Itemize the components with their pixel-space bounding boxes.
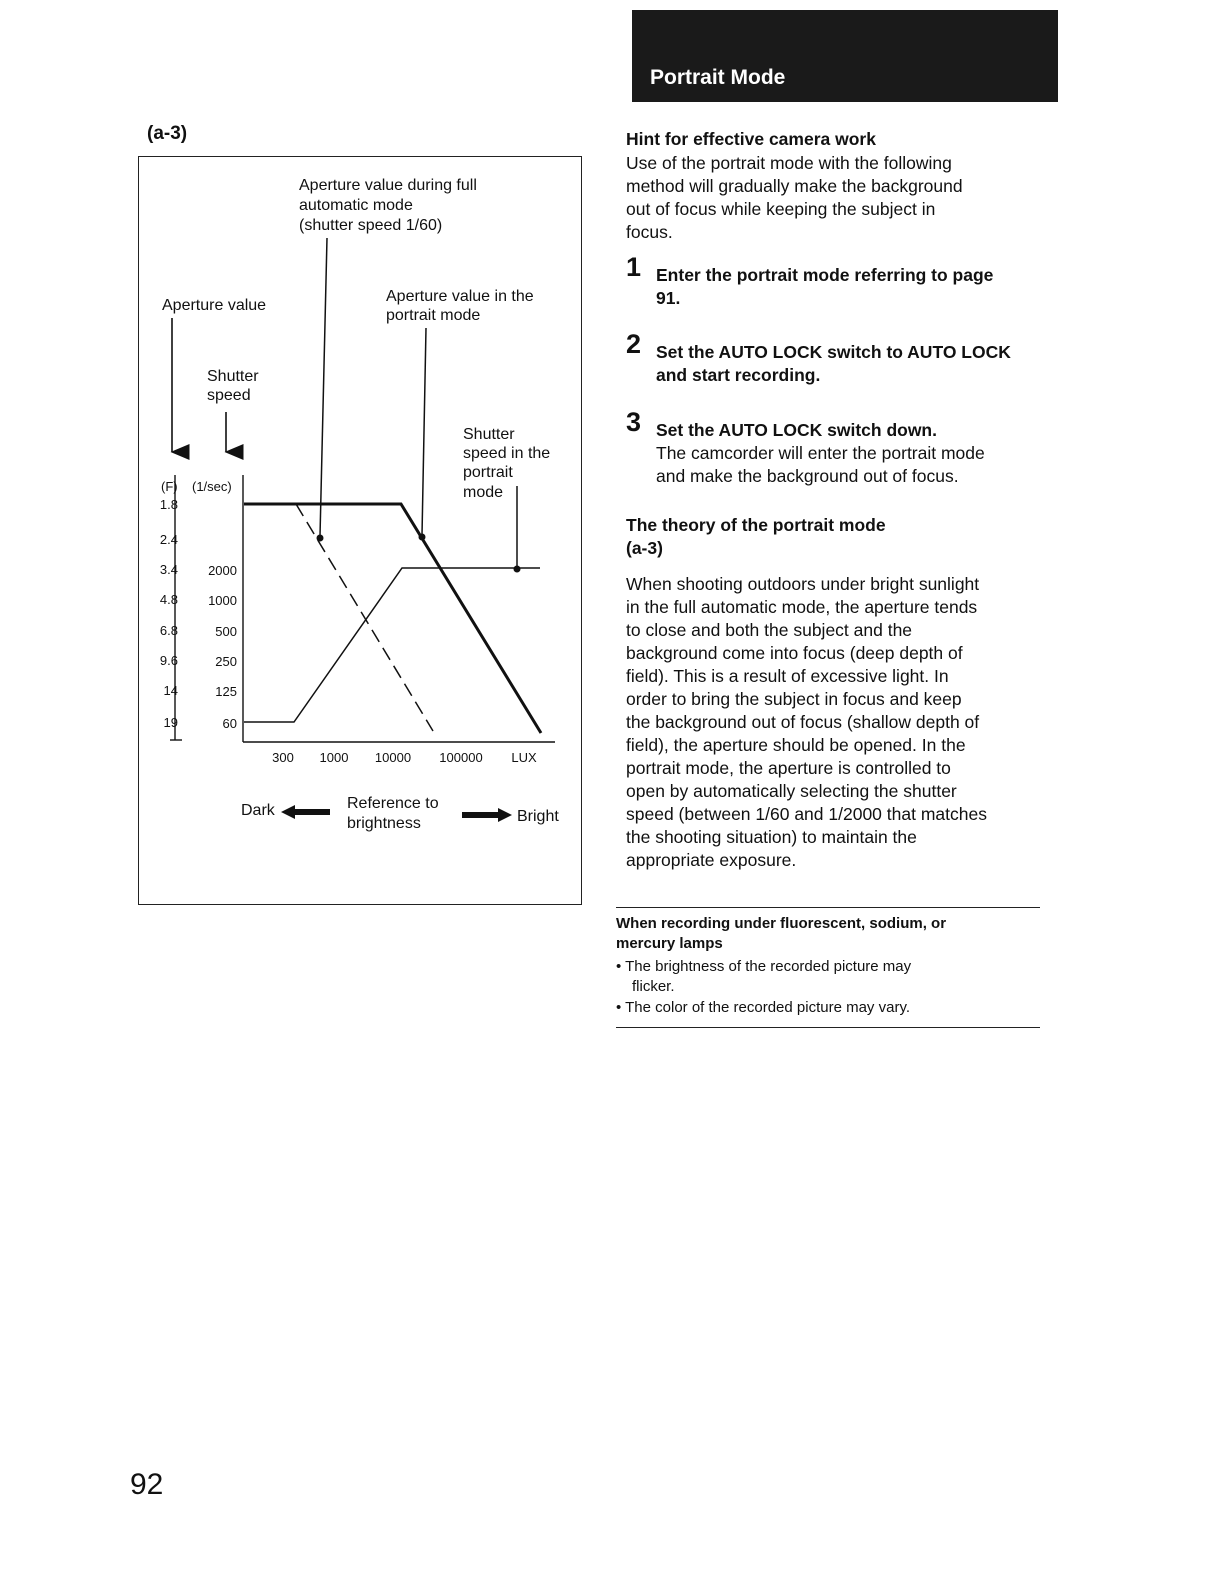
callout-portrait-shutter-line-2: speed in the [463,445,551,462]
callout-shutter-line-1: Shutter [207,368,259,385]
callout-portrait-aperture-line-1: Aperture value in the [386,288,534,305]
theory-body [626,573,1056,872]
theory-line: the background out of focus (shallow depth of [626,712,980,732]
callout-full-auto-line-3: (shutter speed 1/60) [299,217,443,234]
sec-tick-label: 60 [222,716,237,731]
dark-label: Dark [241,802,275,819]
step-1-number: 1 [626,252,642,282]
sec-tick-label: 125 [215,684,237,699]
step-line: Set the AUTO LOCK switch to AUTO LOCK [656,342,1011,362]
note-bullet-1 [616,957,1036,997]
full-auto-leader [320,238,327,536]
section-title: Portrait Mode [650,66,786,89]
callout-shutter-line-2: speed [207,387,251,404]
f-tick-label: 1.8 [159,497,178,512]
callout-portrait-aperture-line-2: portrait mode [386,307,481,324]
lux-tick-label: 100000 [439,750,483,765]
page-number: 92 [130,1468,164,1501]
hint-line: out of focus while keeping the subject in [626,199,936,219]
note-bullet-line: flicker. [632,978,675,995]
sec-ticks [208,563,237,731]
callout-full-auto-line-2: automatic mode [299,197,413,214]
step-body-line: The camcorder will enter the portrait mode [656,443,985,463]
f-tick-label: 9.6 [159,653,178,668]
callout-full-auto-line-1: Aperture value during full [299,177,477,194]
f-tick-label: 3.4 [159,562,178,577]
reference-label-line-2: brightness [347,815,421,832]
f-tick-label: 14 [163,683,178,698]
theory-line: field). This is a result of excessive light. In [626,666,949,686]
note-bottom-rule [616,1027,1040,1028]
hint-line: method will gradually make the background [626,176,963,196]
portrait-aperture-curve [244,504,541,733]
callout-portrait-shutter-line-1: Shutter [463,426,515,443]
dark-arrow-icon [281,805,330,819]
note-top-rule [616,907,1040,908]
note-heading [616,914,1036,954]
figure-label: (a-3) [147,123,188,144]
callout-aperture-value: Aperture value [162,297,267,314]
hint-line: Use of the portrait mode with the following [626,153,952,173]
step-3-number: 3 [626,407,642,437]
lux-tick-label: LUX [511,750,537,765]
note-bullet-2 [616,998,1036,1018]
f-tick-label: 2.4 [159,532,178,547]
theory-line: appropriate exposure. [626,850,797,870]
theory-line: open by automatically selecting the shutter [626,781,957,801]
full-auto-aperture-curve [296,504,433,731]
lux-tick-label: 1000 [319,750,349,765]
lux-tick-label: 300 [272,750,294,765]
sec-tick-label: 500 [215,624,237,639]
theory-line: background come into focus (deep depth of [626,643,963,663]
callout-portrait-shutter-line-3: portrait [463,464,513,481]
note-heading-line: mercury lamps [616,935,723,952]
theory-heading-line: (a-3) [626,538,663,558]
hint-heading: Hint for effective camera work [626,129,876,149]
bright-label: Bright [517,808,559,825]
note-bullet-line: • The brightness of the recorded picture may [616,958,912,975]
step-2-number: 2 [626,329,642,359]
f-tick-label: 19 [163,715,178,730]
portrait-shutter-curve [244,568,540,722]
portrait-shutter-point [514,566,521,573]
theory-heading-line: The theory of the portrait mode [626,515,886,535]
f-tick-label: 4.8 [159,592,178,607]
note-bullet-line: • The color of the recorded picture may vary. [616,999,910,1016]
step-line: and start recording. [656,365,821,385]
theory-heading [626,514,1056,560]
theory-line: in the full automatic mode, the aperture tends [626,597,978,617]
step-3-text: Set the AUTO LOCK switch down. [656,420,937,440]
reference-label-line-1: Reference to [347,795,439,812]
step-line: 91. [656,288,681,308]
step-2-text [656,341,1056,387]
sec-tick-label: 2000 [208,563,237,578]
sec-tick-label: 1000 [208,593,237,608]
theory-line: to close and both the subject and the [626,620,913,640]
hint-body [626,152,1056,244]
sec-unit-label: (1/sec) [192,479,232,494]
portrait-aperture-leader [422,328,426,535]
hint-line: focus. [626,222,673,242]
sec-tick-label: 250 [215,654,237,669]
note-heading-line: When recording under fluorescent, sodium, or [616,915,947,932]
theory-line: the shooting situation) to maintain the [626,827,917,847]
theory-line: portrait mode, the aperture is controlled to [626,758,951,778]
step-line: Enter the portrait mode referring to page [656,265,994,285]
theory-line: When shooting outdoors under bright sunlight [626,574,980,594]
theory-line: order to bring the subject in focus and keep [626,689,962,709]
theory-line: field), the aperture should be opened. In the [626,735,966,755]
callout-portrait-shutter-line-4: mode [463,484,504,501]
step-body-line: and make the background out of focus. [656,466,959,486]
step-1-text [656,264,1056,310]
f-unit-label: (F) [161,479,178,494]
bright-arrow-icon [462,808,512,822]
lux-tick-label: 10000 [374,750,412,765]
f-tick-label: 6.8 [159,623,178,638]
theory-line: speed (between 1/60 and 1/2000 that matches [626,804,987,824]
lux-ticks [272,750,537,765]
step-3-body [656,442,1056,488]
